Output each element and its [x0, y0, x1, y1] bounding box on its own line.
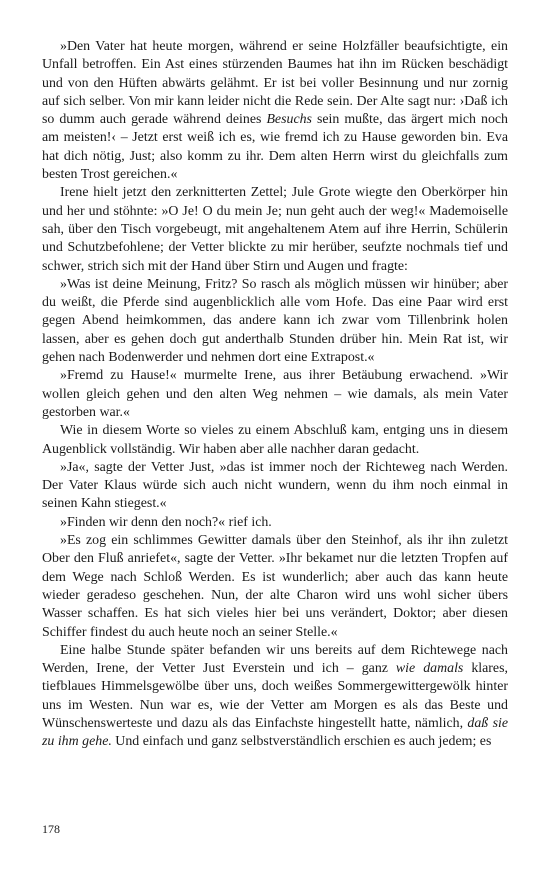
- text-span: »Was ist deine Meinung, Fritz? So rasch als möglich müssen wir hinüber; aber du weißt, die Pferde sind augenblicklich alle vom Hofe. Das eine Paar wird erst gegen Abend heimkommen, das andere kann ich zwar vom Tillenbrink holen lassen, aber es gehen doch gut anderthalb Stunden drüber hin. Mein Rat ist, wir gehen nach Bodenwerder und nehmen dort eine Extrapost.«: [42, 276, 508, 366]
- paragraph-4: [42, 367, 508, 422]
- paragraph-9: [42, 642, 508, 752]
- text-span: »Finden wir denn den noch?« rief ich.: [60, 514, 272, 530]
- italic-text: daß sie zu ihm gehe.: [42, 715, 508, 750]
- paragraph-7: [42, 514, 508, 532]
- text-span: »Fremd zu Hause!« murmelte Irene, aus ihrer Betäubung erwachend. »Wir wollen gleich gehen und den alten Weg nehmen – wie damals, als mein Vater gestorben war.«: [42, 368, 508, 420]
- text-span: »Es zog ein schlimmes Gewitter damals über den Steinhof, als ihr ihn zuletzt Ober den Fluß anriefet«, sagte der Vetter. »Ihr bekamet nur die letzten Tropfen auf dem Wege nach Schloß Werden. Es ist wunderlich; aber auch das kann heute wieder geradeso geschehen. Nun, der alte Charon wird uns wohl sicher übers Wasser schaffen. Es hat sich vieles hier bei uns verändert, Doktor; aber diesen Schiffer findest du auch heute noch an seiner Stelle.«: [42, 533, 508, 640]
- italic-text: Besuchs: [266, 112, 312, 128]
- text-span: »Ja«, sagte der Vetter Just, »das ist immer noch der Richteweg nach Werden. Der Vater Klaus würde sich auch nicht wundern, wenn du ihm noch einmal in seinen Kahn stiegest.«: [42, 459, 508, 512]
- italic-text: wie damals: [395, 661, 464, 677]
- text-span: klares, tiefblaues Himmelsgewölbe über uns, doch weißes Sommergewittergewölk hinter uns im Westen. Nun war es, wie der Vetter am Morgen es als das Beste und Wünschenswerteste und dazu als das Einfachste hingestellt hatte, nämlich,: [42, 661, 508, 731]
- paragraph-6: [42, 459, 508, 514]
- text-span: »Den Vater hat heute morgen, während er seine Holzfäller beaufsichtigte, ein Unfall betroffen. Ein Ast eines stürzenden Baumes hat ihn im Rücken beschädigt und von den Hüften abwärts gelähmt. Er ist bei voller Besinnung und nur zornig auf sich selber. Von mir kann leider nicht die Rede sein. Der Alte sagt nur: ›Daß ich so dumm auch gerade während deines: [42, 39, 508, 128]
- text-span: Irene hielt jetzt den zerknitterten Zettel; Jule Grote wiegte den Oberkörper hin und her und stöhnte: »O Je! O du mein Je; nun geht auch der weg!« Mademoiselle sah, über den Tisch vorgebeugt, mit angehaltenem Atem auf ihre Herrin, Schülerin und Schutzbefohlene; der Vetter blickte zu mir herüber, seufzte nochmals tief und schwer, strich sich mit der Hand über Stirn und Augen und fragte:: [42, 185, 508, 274]
- paragraph-1: [42, 38, 508, 184]
- page-number: 178: [42, 822, 60, 836]
- paragraph-2: [42, 184, 508, 275]
- text-span: Eine halbe Stunde später befanden wir uns bereits auf dem Richtewege nach Werden, Irene, der Vetter Just Everstein und ich – ganz: [42, 642, 508, 677]
- text-span: Und einfach und ganz selbstverständlich erschien es auch jedem; es: [111, 734, 492, 750]
- text-span: Wie in diesem Worte so vieles zu einem Abschluß kam, entging uns in diesem Augenblick vollständig. Wir haben aber alle nachher daran gedacht.: [42, 423, 508, 457]
- paragraph-8: [42, 532, 508, 642]
- paragraph-3: [42, 276, 508, 367]
- text-span: sein mußte, das ärgert mich noch am meisten!‹ – Jetzt erst weiß ich es, wie fremd ich zu Hause geworden bin. Eva hat dich nötig, Just; also komm zu ihr. Dem alten Herrn wirst du gleichfalls zum besten Trost gereichen.«: [42, 112, 508, 183]
- paragraph-5: [42, 422, 508, 459]
- book-page-text: [42, 38, 508, 752]
